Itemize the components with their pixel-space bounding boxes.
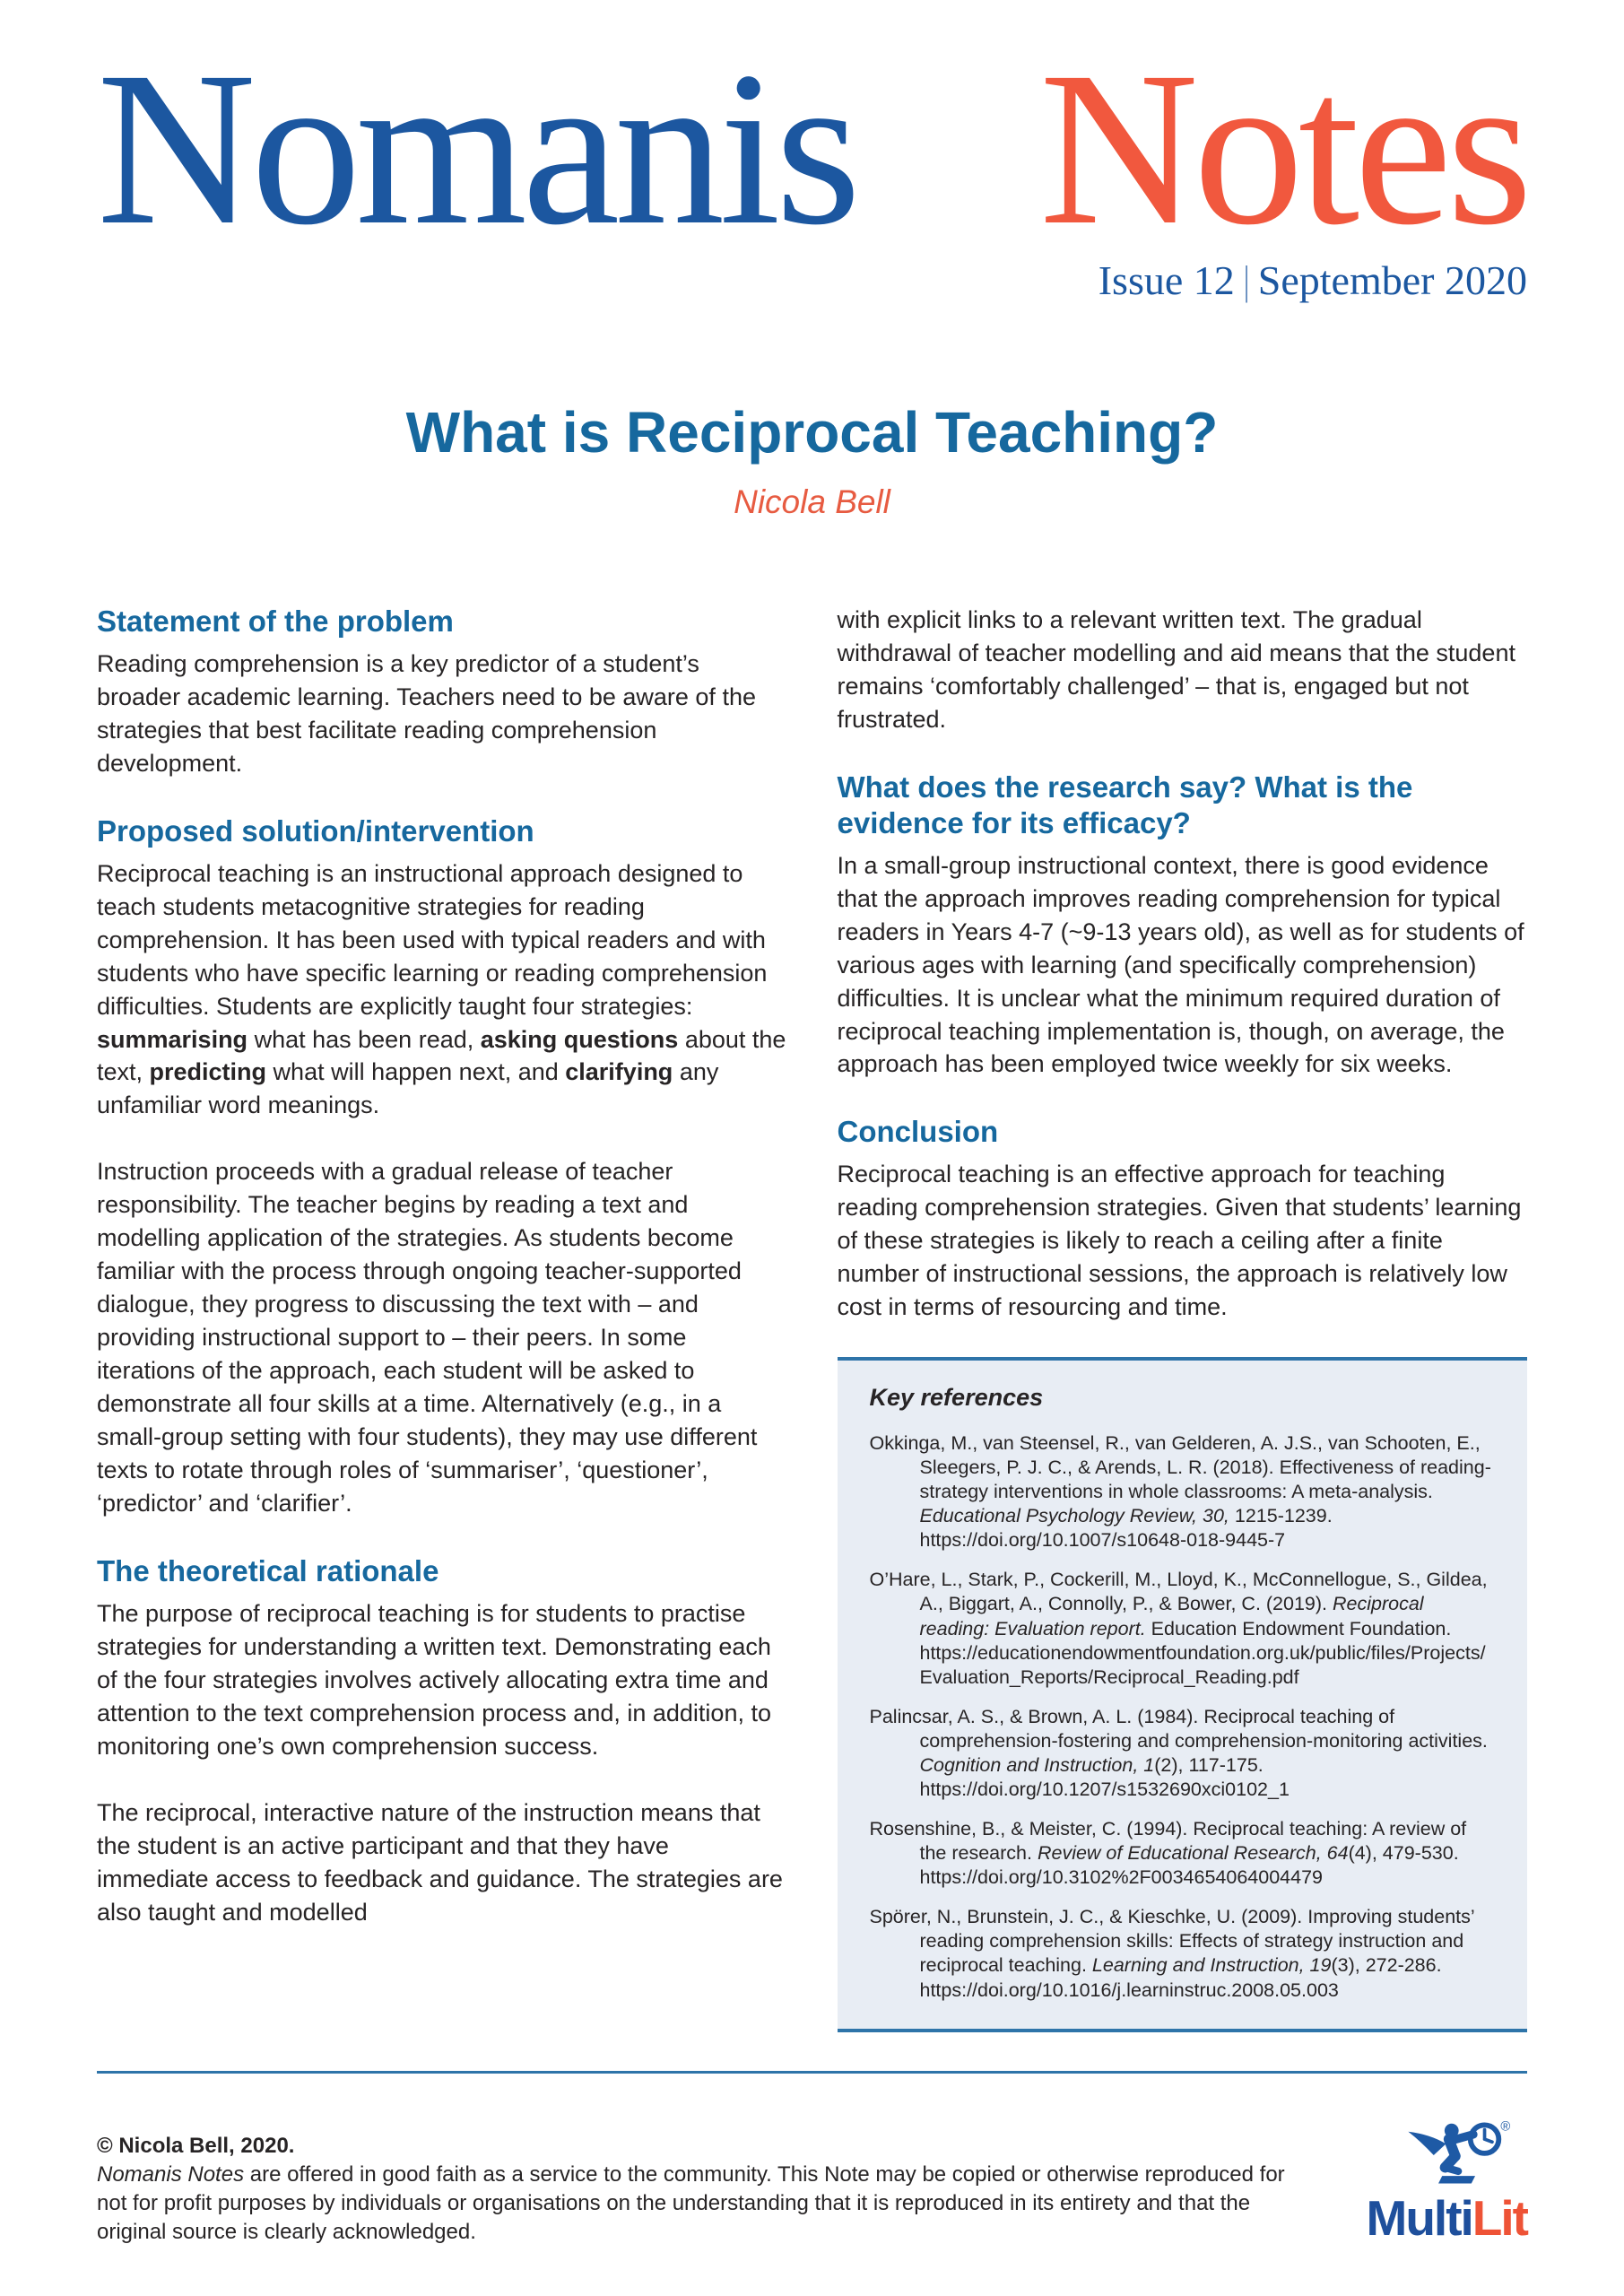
multilit-word-lit: Lit (1472, 2190, 1527, 2246)
text-run: Cognition and Instruction, 1 (919, 1753, 1155, 1776)
text-run: Educational Psychology Review, 30, (919, 1505, 1229, 1527)
footer-row (97, 2118, 1527, 2247)
text-run: Reciprocal reading: Evaluation report. (919, 1593, 1424, 1639)
issue-date: September 2020 (1257, 257, 1527, 304)
section-heading: The theoretical rationale (97, 1554, 439, 1588)
left-column (97, 604, 787, 1961)
reference-entry (870, 1705, 1496, 1802)
section-heading: Proposed solution/intervention (97, 813, 534, 848)
text-run: Nomanis Notes (97, 2162, 245, 2187)
text-run: Instruction proceeds with a gradual release of teacher responsibility. The teacher begins by reading a text and modelling application of the strategies. As students become familiar with the process through ongoing teacher-supported dialogue, they progress to discussing the text with – and providing instructional support to – their peers. In some iterations of the approach, each student will be asked to demonstrate all four skills at a time. Alternatively (e.g., in a small-group setting with four students), they may use different texts to rotate through roles of ‘summariser’, ‘questioner’, ‘predictor’ and ‘clarifier’. (97, 1158, 758, 1518)
registered-mark: ® (1500, 2119, 1511, 2135)
section-heading: What does the research say? What is the evidence for its efficacy? (837, 770, 1413, 839)
text-run: Palincsar, A. S., & Brown, A. L. (1984). Reciprocal teaching of comprehension-fostering and comprehension-monitoring activities. (869, 1705, 1488, 1752)
copyright-text (97, 2132, 1298, 2247)
text-run: Okkinga, M., van Steensel, R., van Gelderen, A. J.S., van Schooten, E., Sleegers, P. J. C., & Arends, L. R. (2018). Effectiveness of reading-strategy interventions in whole classrooms: A meta-analysis. (869, 1431, 1491, 1503)
text-run: Reciprocal teaching is an instructional approach designed to teach students metacognitive strategies for reading comprehension. It has been used with typical readers and with students who have specific learning or reading comprehension difficulties. Students are explicitly taught four strategies: (97, 859, 768, 1020)
text-run: O’Hare, L., Stark, P., Cockerill, M., Lloyd, K., McConnellogue, S., Gildea, A., Biggart, A., Connolly, P., & Bower, C. (2019). (869, 1569, 1488, 1615)
key-references-box (838, 1357, 1528, 2032)
multilit-logo (1366, 2118, 1528, 2246)
issue-number: Issue 12 (1098, 257, 1235, 304)
text-run: Learning and Instruction, 19 (1091, 1954, 1332, 1977)
text-run: about the text, (97, 1025, 786, 1086)
issue-separator: | (1244, 257, 1249, 304)
key-references-title: Key references (869, 1383, 1044, 1411)
text-run: Reading comprehension is a key predictor of a student’s broader academic learning. Teachers need to be aware of the strategies that best facilitate reading comprehension development. (97, 650, 756, 777)
multilit-word-multi: Multi (1366, 2190, 1472, 2246)
body-paragraph (838, 604, 1528, 736)
text-run: The reciprocal, interactive nature of the instruction means that the student is an active participant and that they have immediate access to feedback and guidance. The strategies are also taught and modelled (97, 1798, 783, 1926)
text-run: Education Endowment Foundation. https://educationendowmentfoundation.org.uk/public/files/Projects/Evaluation_Reports/Reciprocal_Reading.pdf (919, 1617, 1486, 1688)
reference-entry (870, 1817, 1496, 1890)
multilit-figure-icon (1389, 2118, 1524, 2192)
page-title: What is Reciprocal Teaching? (405, 400, 1219, 465)
reference-entry (870, 1568, 1496, 1689)
text-run: with explicit links to a relevant written text. The gradual withdrawal of teacher modelling and aid means that the student remains ‘comfortably challenged’ – that is, engaged but not frustrated. (837, 606, 1515, 734)
reference-entry (870, 1431, 1496, 1552)
text-run: Reciprocal teaching is an effective approach for teaching reading comprehension strategies. Given that students’ learning of these strategies is likely to reach a ceiling after a finite number of instructional sessions, the approach is relatively low cost in terms of resourcing and time. (837, 1161, 1522, 1320)
text-run: (2), 117-175. https://doi.org/10.1207/s1532690xci0102_1 (919, 1753, 1290, 1800)
text-run: The purpose of reciprocal teaching is for students to practise strategies for understanding a written text. Demonstrating each of the four strategies involves actively allocating extra time and attention to the text comprehension process and, in addition, to monitoring one’s own comprehension success. (97, 1599, 771, 1760)
text-run: any unfamiliar word meanings. (97, 1058, 719, 1119)
right-column (838, 604, 1528, 2031)
text-run: Review of Educational Research, 64 (1037, 1842, 1349, 1865)
text-run: In a small-group instructional context, there is good evidence that the approach improves reading comprehension for typical readers in Years 4-7 (~9-13 years old), as well as for students of various ages with learning (and specifically comprehension) difficulties. It is unclear what the minimum required duration of reciprocal teaching implementation is, though, on average, the approach has been employed twice weekly for six weeks. (837, 851, 1524, 1078)
masthead (97, 27, 1527, 304)
text-run: Spörer, N., Brunstein, J. C., & Kieschke, U. (2009). Improving students’ reading comprehension skills: Effects of strategy instruction and reciprocal teaching. (869, 1906, 1474, 1977)
text-run: summarising (97, 1025, 248, 1053)
text-run: predicting (149, 1058, 267, 1086)
section-heading: Statement of the problem (97, 604, 454, 639)
text-run: (3), 272-286. https://doi.org/10.1016/j.learninstruc.2008.05.003 (919, 1954, 1442, 2001)
text-run: 1215-1239. https://doi.org/10.1007/s10648-018-9445-7 (919, 1505, 1333, 1552)
section-heading: Conclusion (837, 1115, 999, 1149)
body-paragraph (97, 1155, 787, 1520)
article-author: Nicola Bell (734, 483, 890, 521)
body-paragraph (97, 857, 787, 1123)
body-paragraph (97, 1597, 787, 1763)
nomanis-notes-logo (97, 27, 1527, 271)
article-body (97, 604, 1527, 2071)
body-paragraph (838, 849, 1528, 1082)
text-run: clarifying (565, 1058, 673, 1086)
body-paragraph (838, 1158, 1528, 1324)
multilit-wordmark (1366, 2190, 1528, 2246)
text-run: what will happen next, and (266, 1058, 566, 1086)
footer-disclaimer (97, 2161, 1298, 2247)
logo-word-notes: Notes (1039, 27, 1527, 271)
text-run: (4), 479-530. https://doi.org/10.3102%2F0034654064004479 (919, 1842, 1459, 1889)
body-paragraph (97, 648, 787, 780)
copyright-line: © Nicola Bell, 2020. (97, 2134, 295, 2159)
reference-entry (870, 1905, 1496, 2002)
page-footer (97, 2071, 1527, 2247)
text-run: asking questions (480, 1025, 679, 1053)
logo-word-nomanis: Nomanis (97, 27, 856, 271)
text-run: what has been read, (248, 1025, 481, 1053)
text-run: are offered in good faith as a service to the community. This Note may be copied or otherwise reproduced for not for profit purposes by individuals or organisations on the understanding that it is reproduced in its entirety and that the original source is clearly acknowledged. (97, 2162, 1285, 2245)
text-run: Rosenshine, B., & Meister, C. (1994). Reciprocal teaching: A review of the research. (869, 1818, 1467, 1865)
footer-divider (97, 2071, 1527, 2074)
body-paragraph (97, 1796, 787, 1929)
